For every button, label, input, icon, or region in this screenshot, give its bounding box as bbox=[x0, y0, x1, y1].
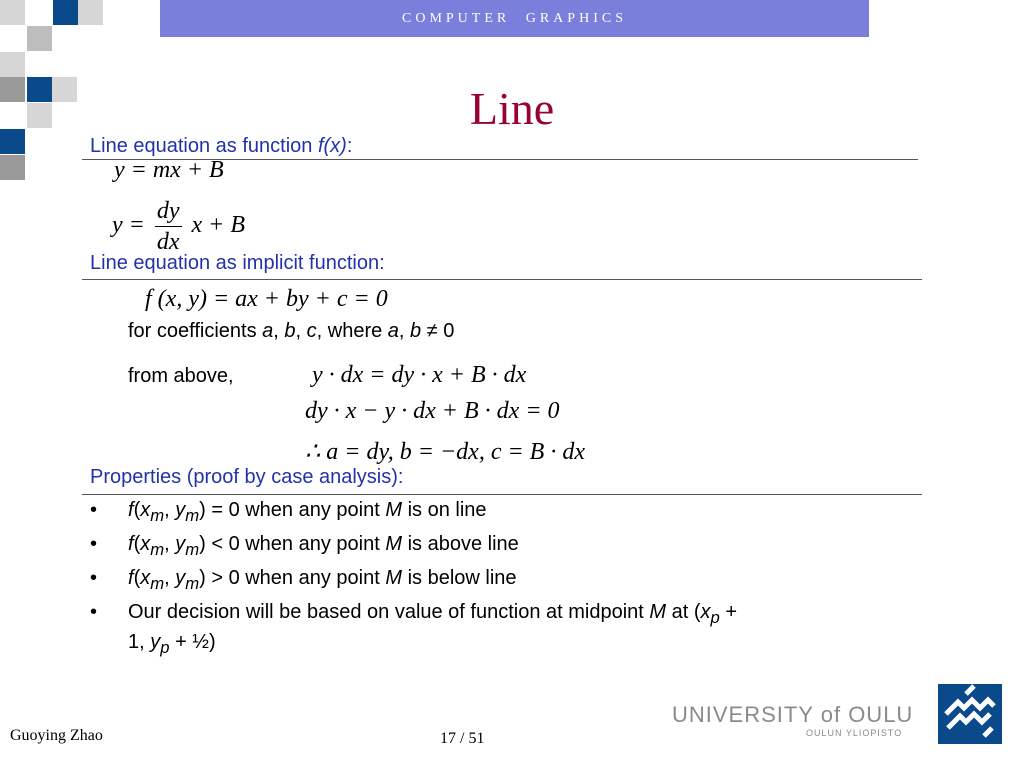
fraction bbox=[155, 196, 182, 257]
university-name: UNIVERSITY of OULU bbox=[672, 702, 914, 727]
text-span: , bbox=[164, 499, 176, 521]
equation-rhs: x + B bbox=[191, 212, 246, 239]
subscript: p bbox=[160, 638, 170, 657]
equation-derivation-1: y · dx = dy · x + B · dx bbox=[312, 362, 527, 388]
page-number: 17 / 51 bbox=[440, 730, 485, 747]
text-span: , where bbox=[316, 320, 388, 342]
text-span: is above line bbox=[402, 533, 519, 555]
text-span: ≠ 0 bbox=[421, 320, 455, 342]
section-divider bbox=[82, 494, 922, 495]
text-span: Our decision will be based on value of function at midpoint bbox=[128, 601, 650, 623]
var-M: M bbox=[649, 601, 667, 623]
text-span: ) < 0 when any point bbox=[199, 533, 386, 555]
var-a: a bbox=[387, 320, 399, 342]
section-label: Line equation as function bbox=[90, 135, 318, 157]
bullet-text bbox=[128, 533, 519, 560]
checker-square bbox=[0, 155, 25, 180]
equation-derivative-form bbox=[112, 196, 245, 257]
var-f: f bbox=[128, 533, 134, 555]
var-M: M bbox=[385, 567, 403, 589]
text-span: ( bbox=[133, 533, 141, 555]
bullet-text bbox=[128, 499, 487, 526]
var-c: c bbox=[306, 320, 317, 342]
var-x: x bbox=[140, 567, 151, 589]
checker-square bbox=[78, 0, 103, 25]
text-span: ( bbox=[133, 567, 141, 589]
var-y: y bbox=[150, 631, 161, 653]
checker-square bbox=[53, 0, 78, 25]
text-span: ( bbox=[133, 499, 141, 521]
header-text: COMPUTER GRAPHICS bbox=[402, 11, 627, 26]
text-span: + bbox=[719, 601, 738, 623]
text-span: ) > 0 when any point bbox=[199, 567, 386, 589]
text-span: ) = 0 when any point bbox=[199, 499, 386, 521]
subscript: m bbox=[150, 506, 165, 525]
var-b: b bbox=[284, 320, 296, 342]
subscript: m bbox=[185, 506, 200, 525]
section-label-italic: f(x) bbox=[317, 135, 347, 157]
text-span: at ( bbox=[666, 601, 701, 623]
bullet-dot: • bbox=[90, 601, 98, 623]
equation-slope-intercept: y = mx + B bbox=[114, 157, 224, 183]
checker-square bbox=[27, 26, 52, 51]
checker-square bbox=[0, 52, 25, 77]
section-heading-function bbox=[90, 135, 352, 158]
checker-square bbox=[0, 0, 25, 25]
text-span: , bbox=[398, 320, 411, 342]
var-y: y bbox=[175, 567, 186, 589]
text-span: + ½) bbox=[169, 631, 216, 653]
var-b: b bbox=[410, 320, 422, 342]
var-x: x bbox=[140, 533, 151, 555]
text-span: , bbox=[273, 320, 285, 342]
text-span: is on line bbox=[402, 499, 487, 521]
var-f: f bbox=[128, 567, 134, 589]
var-M: M bbox=[385, 499, 403, 521]
footer-author: Guoying Zhao bbox=[10, 727, 103, 744]
text-span: 1, bbox=[128, 631, 151, 653]
subscript: p bbox=[710, 608, 720, 627]
bullet-dot: • bbox=[90, 567, 98, 589]
bullet-text bbox=[128, 601, 737, 628]
section-divider bbox=[82, 279, 922, 280]
section-colon: : bbox=[346, 135, 353, 157]
section-heading-implicit: Line equation as implicit function: bbox=[90, 252, 385, 274]
text-span: , bbox=[164, 533, 176, 555]
var-a: a bbox=[262, 320, 274, 342]
var-f: f bbox=[128, 499, 134, 521]
equation-lhs: y = bbox=[112, 212, 145, 239]
logo-icon bbox=[938, 684, 1002, 744]
slide-title: Line bbox=[469, 83, 555, 134]
section-heading-properties: Properties (proof by case analysis): bbox=[90, 466, 404, 488]
text-span: for coefficients bbox=[128, 320, 263, 342]
coefficients-text bbox=[128, 320, 454, 343]
equation-implicit: f (x, y) = ax + by + c = 0 bbox=[145, 286, 388, 312]
fraction-numerator: dy bbox=[155, 196, 182, 227]
from-above-text: from above, bbox=[128, 365, 234, 387]
university-logo bbox=[938, 684, 1002, 744]
bullet-text-continuation bbox=[128, 631, 216, 658]
university-subname: OULUN YLIOPISTO bbox=[806, 728, 903, 738]
subscript: m bbox=[185, 574, 200, 593]
text-span: , bbox=[164, 567, 176, 589]
text-span: is below line bbox=[402, 567, 517, 589]
subscript: m bbox=[150, 540, 165, 559]
subscript: m bbox=[150, 574, 165, 593]
var-y: y bbox=[175, 533, 186, 555]
text-span: , bbox=[295, 320, 307, 342]
var-M: M bbox=[385, 533, 403, 555]
subscript: m bbox=[185, 540, 200, 559]
fraction-denominator: dx bbox=[156, 229, 180, 255]
bullet-dot: • bbox=[90, 533, 98, 555]
equation-derivation-3: ∴ a = dy, b = −dx, c = B · dx bbox=[305, 439, 585, 465]
var-x: x bbox=[140, 499, 151, 521]
bullet-text bbox=[128, 567, 517, 594]
var-y: y bbox=[175, 499, 186, 521]
var-x: x bbox=[700, 601, 711, 623]
bullet-dot: • bbox=[90, 499, 98, 521]
equation-derivation-2: dy · x − y · dx + B · dx = 0 bbox=[305, 398, 560, 424]
